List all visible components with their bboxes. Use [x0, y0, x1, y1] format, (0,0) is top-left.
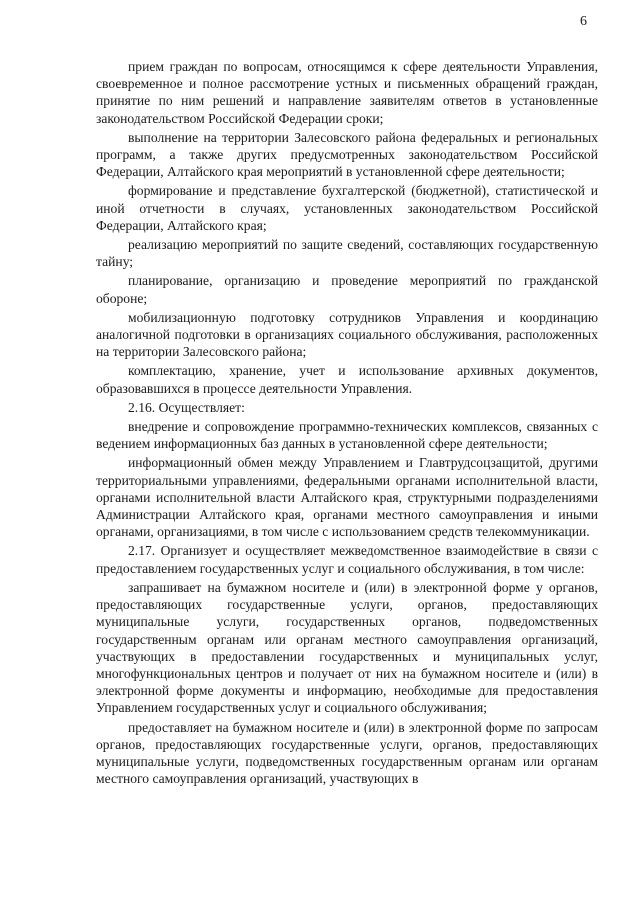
paragraph: комплектацию, хранение, учет и использование архивных документов, образовавшихся в процессе деятельности Управления. — [96, 363, 598, 396]
page-number: 6 — [580, 14, 587, 29]
paragraph: выполнение на территории Залесовского района федеральных и региональных программ, а также других предусмотренных законодательством Российской Федерации, Алтайского края мероприятий в установленной сфере деятельности; — [96, 129, 598, 180]
section-heading-2-16: 2.16. Осуществляет: — [128, 399, 245, 415]
paragraph: формирование и представление бухгалтерской (бюджетной), статистической и иной отчетности в случаях, установленных законодательством Российской Федерации, Алтайского края; — [96, 183, 598, 233]
paragraph: внедрение и сопровождение программно-технических комплексов, связанных с ведением информационных баз данных в установленной сфере деятельности; — [96, 419, 598, 452]
paragraph: реализацию мероприятий по защите сведений, составляющих государственную тайну; — [96, 237, 598, 270]
paragraph: запрашивает на бумажном носителе и (или) в электронной форме у органов, предоставляющих государственные услуги, органов, предоставляющих муниципальные услуги, государственных органов, подведомственных государственным органам или органам местного самоуправления организаций, участвующих в предоставлении государственных и муниципальных услуг, многофункциональных центров и получает от них на бумажном носителе и (или) в электронной форме документы и информацию, необходимые для предоставления Управлением государственных услуг и социального обслуживания; — [96, 579, 598, 716]
paragraph: планирование, организацию и проведение мероприятий по гражданской обороне; — [96, 273, 598, 306]
paragraph: информационный обмен между Управлением и Главтрудсоцзащитой, другими территориальными управлениями, федеральными органами исполнительной власти, органами исполнительной власти Алтайского края, структурными подразделениями Администрации Алтайского края, органами местного самоуправления и иными органами, организациями, в том числе с использованием средств телекоммуникации. — [96, 455, 598, 540]
document-body — [96, 58, 598, 789]
paragraph: мобилизационную подготовку сотрудников Управления и координацию аналогичной подготовки в организациях социального обслуживания, расположенных на территории Залесовского района; — [96, 309, 598, 360]
section-heading-2-17: 2.17. Организует и осуществляет межведомственное взаимодействие в связи с предоставлением государственных услуг и социального обслуживания, в том числе: — [96, 543, 598, 576]
paragraph: предоставляет на бумажном носителе и (или) в электронной форме по запросам органов, предоставляющих государственные услуги, органов, предоставляющих муниципальные услуги, подведомственных государственным органам или органам местного самоуправления организаций, участвующих в — [96, 719, 598, 787]
paragraph: прием граждан по вопросам, относящимся к сфере деятельности Управления, своевременное и полное рассмотрение устных и письменных обращений граждан, принятие по ним решений и направление заявителям ответов в установленные законодательством Российской Федерации сроки; — [96, 59, 598, 126]
